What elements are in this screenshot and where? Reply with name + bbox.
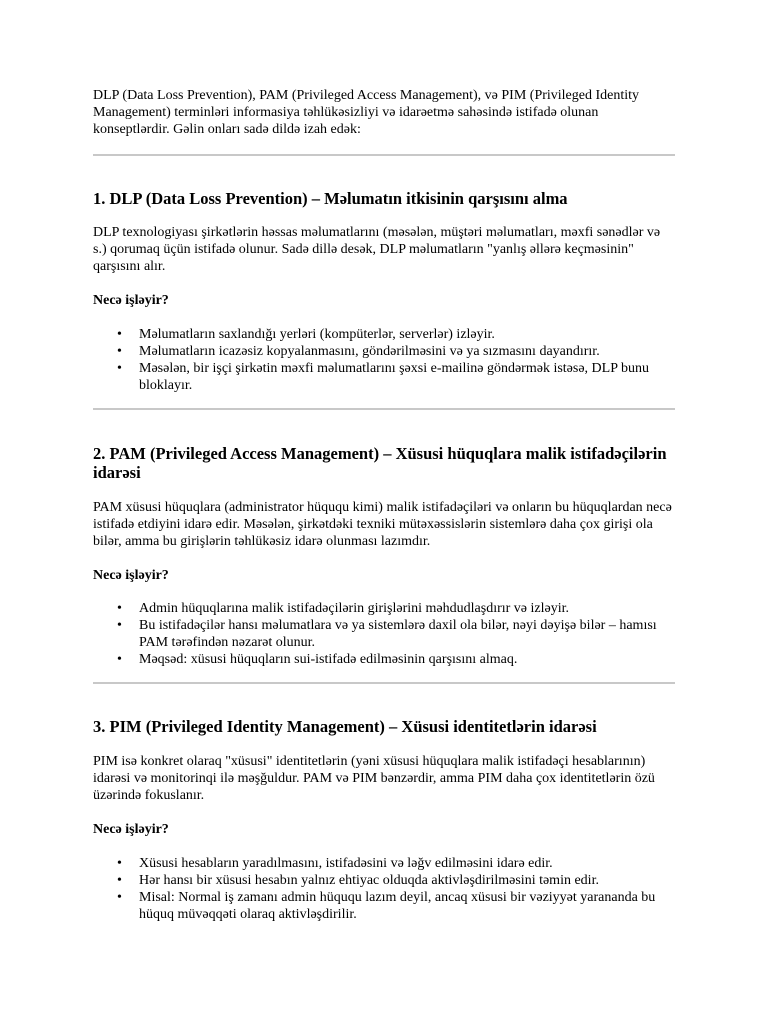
intro-paragraph: DLP (Data Loss Prevention), PAM (Privileged Access Management), və PIM (Privileged Identity Management) terminləri informasiya təhlükəsizliyi və idarəetmə sahəsində istifadə olunan konseptlərdir. Gəlin onları sadə dildə izah edək: [93,88,640,137]
bullet-list [93,600,677,668]
section-pam-body [93,499,677,550]
section-pim-list [93,855,677,923]
list-item: • Hər hansı bir xüsusi hesabın yalnız ehtiyac olduqda aktivləşdirilməsini təmin edir. [93,872,677,889]
section-paragraph: PIM isə konkret olaraq "xüsusi" identitetlərin (yəni xüsusi hüquqlara malik istifadəçi hesablarının) idarəsi və monitorinqi ilə məşğuldur. PAM və PIM bənzərdir, amma PIM daha çox identitetlərin özü üzərində fokuslanır. [93,754,655,803]
bullet-list [93,855,677,923]
list-item: • Xüsusi hesabların yaradılmasını, istifadəsini və ləğv edilməsini idarə edir. [93,855,677,872]
section-paragraph: PAM xüsusi hüquqlara (administrator hüququ kimi) malik istifadəçiləri və onların bu hüquqlardan necə istifadə etdiyini idarə edir. Məsələn, şirkətdəki texniki mütəxəssislərin sistemlərə daha çox girişi ola bilər, amma bu girişlərin təhlükəsiz idarə olunması lazımdır. [93,500,672,549]
list-item: • Məqsəd: xüsusi hüquqların sui-istifadə edilməsinin qarşısını almaq. [93,651,677,668]
section-heading: 1. DLP (Data Loss Prevention) – Məlumatın itkisinin qarşısını alma [93,189,568,208]
section-paragraph: DLP texnologiyası şirkətlərin həssas məlumatlarını (məsələn, müştəri məlumatları, məxfi sənədlər və s.) qorumaq üçün istifadə olunur. Sadə dillə desək, DLP məlumatların "yanlış əllərə keçməsinin" qarşısını alır. [93,225,661,274]
how-it-works-label: Necə işləyir? [93,568,169,583]
list-item: • Bu istifadəçilər hansı məlumatlara və ya sistemlərə daxil ola bilər, nəyi dəyişə bilər – hamısı PAM tərəfindən nəzarət olunur. [93,617,677,651]
section-pim-how [93,821,677,838]
section-pam-list [93,600,677,668]
how-it-works-label: Necə işləyir? [93,293,169,308]
divider [93,682,675,684]
section-dlp-list [93,326,677,394]
section-dlp-how [93,292,677,309]
section-dlp-body [93,224,677,275]
section-pim [93,717,677,736]
list-item: • Admin hüquqlarına malik istifadəçilərin girişlərini məhdudlaşdırır və izləyir. [93,600,677,617]
list-item: • Məsələn, bir işçi şirkətin məxfi məlumatlarını şəxsi e-mailinə göndərmək istəsə, DLP bunu bloklayır. [93,360,677,394]
divider [93,408,675,410]
section-heading: 2. PAM (Privileged Access Management) – Xüsusi hüquqlara malik istifadəçilərin idarəsi [93,444,667,482]
section-pim-body [93,753,677,804]
list-item: • Məlumatların icazəsiz kopyalanmasını, göndərilməsini və ya sızmasını dayandırır. [93,343,677,360]
section-heading: 3. PIM (Privileged Identity Management) – Xüsusi identitetlərin idarəsi [93,717,597,736]
section-pam [93,444,677,482]
section-pam-how [93,567,677,584]
list-item: • Misal: Normal iş zamanı admin hüququ lazım deyil, ancaq xüsusi bir vəziyyət yarananda bu hüquq müvəqqəti olaraq aktivləşdirilir. [93,889,677,923]
how-it-works-label: Necə işləyir? [93,822,169,837]
divider [93,154,675,156]
bullet-list [93,326,677,394]
intro-block [93,87,677,138]
section-dlp [93,189,677,208]
list-item: • Məlumatların saxlandığı yerləri (kompüterlər, serverlər) izləyir. [93,326,677,343]
